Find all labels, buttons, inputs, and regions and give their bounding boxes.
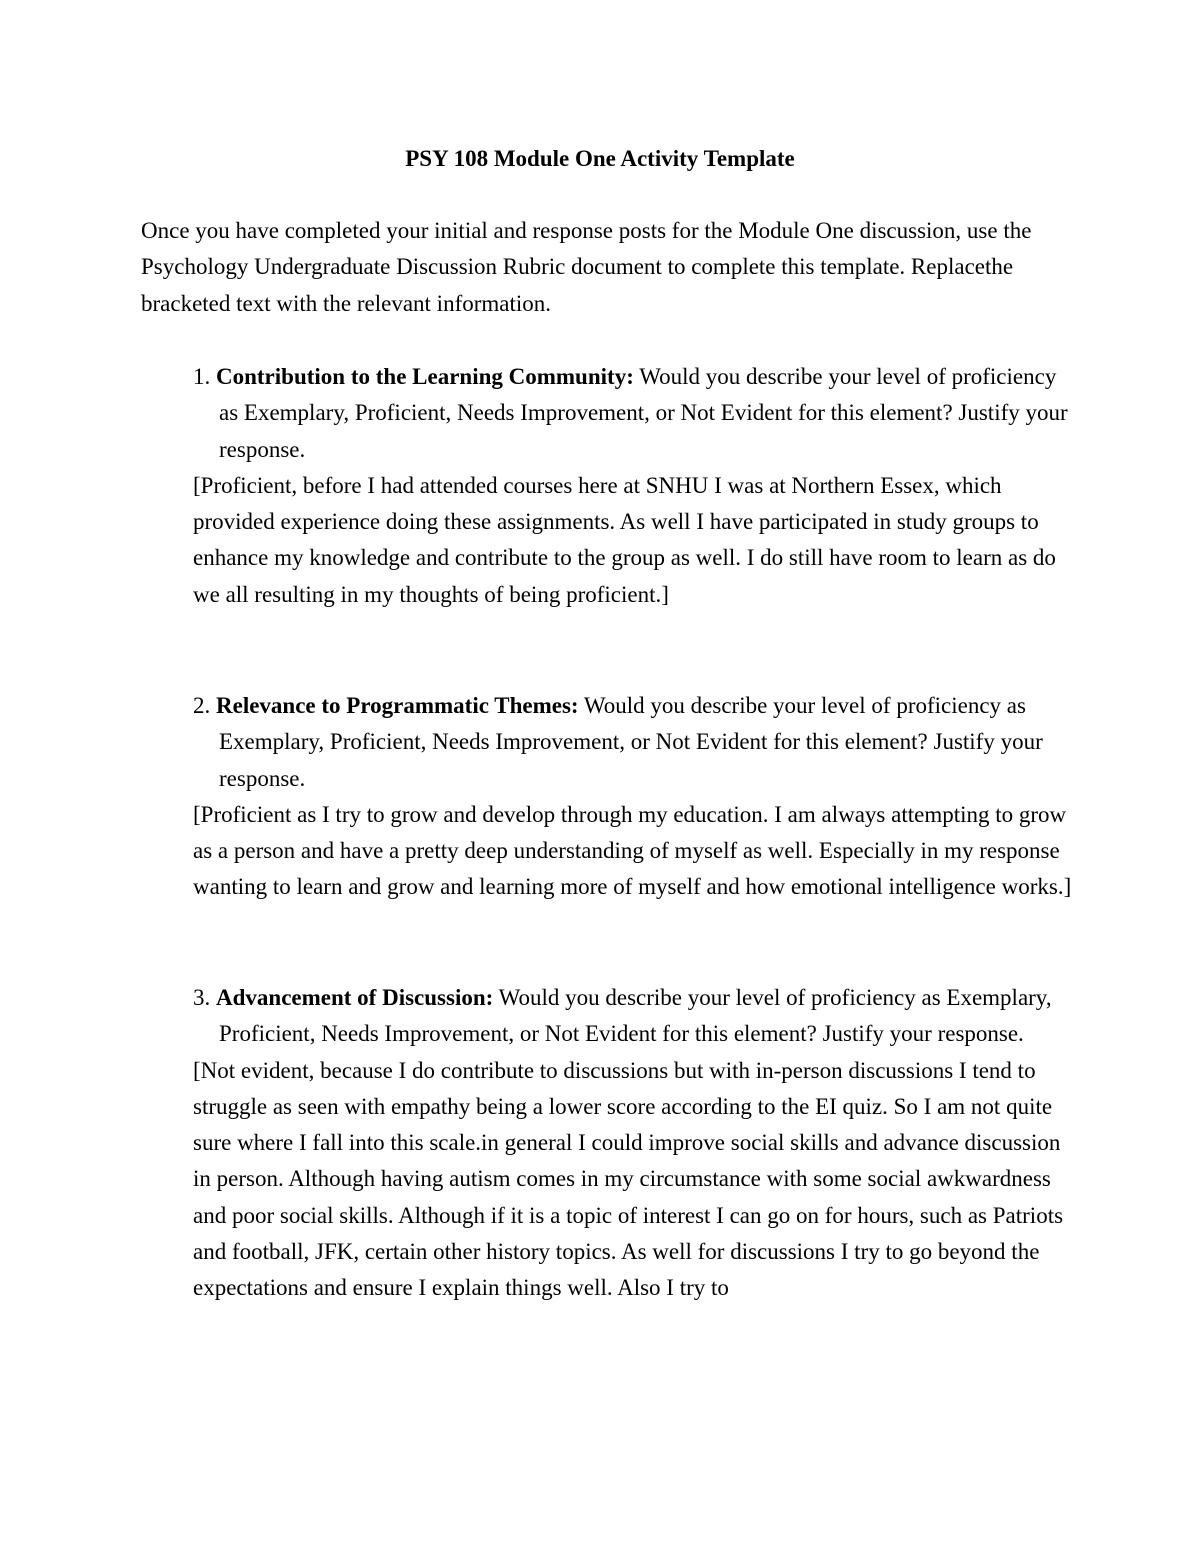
list-item	[193, 980, 1073, 1307]
list-item	[193, 688, 1073, 906]
item-heading: Contribution to the Learning Community:	[216, 364, 634, 389]
item-answer: [Proficient, before I had attended courses here at SNHU I was at Northern Essex, which provided experience doing these assignments. As well I have participated in study groups to enhance my knowledge and contribute to the group as well. I do still have room to learn as do we all resulting in my thoughts of being proficient.]	[193, 472, 1056, 607]
item-question-block	[193, 688, 1073, 797]
item-heading: Advancement of Discussion:	[216, 985, 494, 1010]
list-item	[193, 359, 1073, 613]
item-number: 2.	[193, 693, 211, 718]
item-question-block	[193, 359, 1073, 468]
item-heading: Relevance to Programmatic Themes:	[216, 693, 579, 718]
item-question: Would you describe your level of proficiency as Exemplary, Proficient, Needs Improvement, or Not Evident for this element? Justify your response.	[219, 693, 1043, 791]
item-answer: [Proficient as I try to grow and develop through my education. I am always attempting to grow as a person and have a pretty deep understanding of myself as well. Especially in my response wanting to learn and grow and learning more of myself and how emotional intelligence works.]	[193, 801, 1072, 900]
item-answer: [Not evident, because I do contribute to discussions but with in-person discussions I tend to struggle as seen with empathy being a lower score according to the EI quiz. So I am not quite sure where I fall into this scale.in general I could improve social skills and advance discussion in person. Although having autism comes in my circumstance with some social awkwardness and poor social skills. Although if it is a topic of interest I can go on for hours, such as Patriots and football, JFK, certain other history topics. As well for discussions I try to go beyond the expectations and ensure I explain things well. Also I try to	[193, 1057, 1064, 1301]
item-question: Would you describe your level of proficiency as Exemplary, Proficient, Needs Improvement, or Not Evident for this element? Justify your response.	[219, 985, 1052, 1047]
item-number: 1.	[193, 364, 211, 389]
item-question-block	[193, 980, 1073, 1053]
item-number: 3.	[193, 985, 211, 1010]
document-title: PSY 108 Module One Activity Template	[405, 146, 795, 171]
intro-paragraph: Once you have completed your initial and response posts for the Module One discussion, use the Psychology Undergraduate Discussion Rubric document to complete this template. Replacethe bracketed text with the relevant information.	[141, 218, 1032, 316]
item-question: Would you describe your level of proficiency as Exemplary, Proficient, Needs Improvement, or Not Evident for this element? Justify your response.	[219, 364, 1068, 462]
